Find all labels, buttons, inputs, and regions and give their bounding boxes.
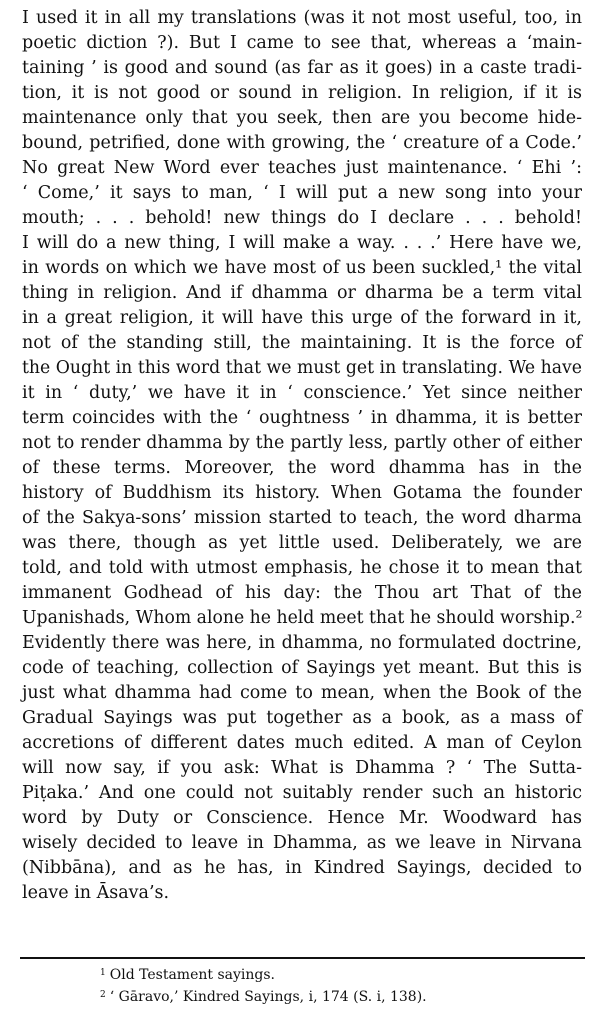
text-line-29: Gradual Sayings was put together as a book, as a mass of [22, 708, 582, 728]
footnote-text: Old Testament sayings. [109, 967, 275, 983]
footnote-2 [100, 984, 540, 1006]
text-line-11: in words on which we have most of us been suckled,¹ the vital [22, 258, 582, 278]
text-line-8: ‘ Come,’ it says to man, ‘ I will put a new song into your [22, 183, 582, 203]
text-line-18: not to render dhamma by the partly less, partly other of either [22, 433, 582, 453]
text-line-23: told, and told with utmost emphasis, he chose it to mean that [22, 558, 582, 578]
text-line-34: wisely decided to leave in Dhamma, as we leave in Nirvana [22, 833, 582, 853]
footnotes [100, 962, 540, 1006]
text-line-19: of these terms. Moreover, the word dhamma has in the [22, 458, 582, 478]
text-line-2: poetic diction ?). But I came to see that, whereas a ‘main- [22, 33, 582, 53]
text-line-22: was there, though as yet little used. Deliberately, we are [22, 533, 582, 553]
footnote-marker: 2 [100, 990, 106, 1000]
text-line-6: bound, petrified, done with growing, the ‘ creature of a Code.’ [22, 133, 582, 153]
text-line-31: will now say, if you ask: What is Dhamma ? ‘ The Sutta- [22, 758, 582, 778]
text-line-12: thing in religion. And if dhamma or dharma be a term vital [22, 283, 582, 303]
text-line-26: Evidently there was here, in dhamma, no formulated doctrine, [22, 633, 582, 653]
text-line-27: code of teaching, collection of Sayings yet meant. But this is [22, 658, 582, 678]
text-line-20: history of Buddhism its history. When Gotama the founder [22, 483, 582, 503]
text-line-30: accretions of different dates much edited. A man of Ceylon [22, 733, 582, 753]
text-line-24: immanent Godhead of his day: the Thou art That of the [22, 583, 582, 603]
text-line-14: not of the standing still, the maintaining. It is the force of [22, 333, 582, 353]
text-line-7: No great New Word ever teaches just maintenance. ‘ Ehi ’: [22, 158, 582, 178]
text-line-13: in a great religion, it will have this urge of the forward in it, [22, 308, 582, 328]
text-line-16: it in ‘ duty,’ we have it in ‘ conscience.’ Yet since neither [22, 383, 582, 403]
footnote-1 [100, 962, 540, 984]
body-text [22, 6, 582, 906]
text-line-3: taining ’ is good and sound (as far as it goes) in a caste tradi- [22, 58, 582, 78]
text-line-25: Upanishads, Whom alone he held meet that he should worship.² [22, 608, 583, 628]
text-line-1: I used it in all my translations (was it not most useful, too, in [22, 8, 582, 28]
text-line-5: maintenance only that you seek, then are you become hide- [22, 108, 582, 128]
footnote-text: ‘ Gāravo,’ Kindred Sayings, i, 174 (S. i, 138). [109, 989, 427, 1005]
text-line-36: leave in Āsava’s. [22, 883, 170, 903]
text-line-9: mouth; . . . behold! new things do I declare . . . behold! [22, 208, 582, 228]
text-line-33: word by Duty or Conscience. Hence Mr. Woodward has [22, 808, 582, 828]
text-line-4: tion, it is not good or sound in religion. In religion, if it is [22, 83, 582, 103]
text-line-15: the Ought in this word that we must get in translating. We have [22, 358, 582, 378]
text-line-35: (Nibbāna), and as he has, in Kindred Sayings, decided to [22, 858, 582, 878]
text-line-17: term coincides with the ‘ oughtness ’ in dhamma, it is better [22, 408, 582, 428]
footnote-divider [20, 957, 585, 959]
text-line-10: I will do a new thing, I will make a way. . . .’ Here have we, [22, 233, 582, 253]
text-line-28: just what dhamma had come to mean, when the Book of the [22, 683, 582, 703]
text-line-32: Piṭaka.’ And one could not suitably render such an historic [22, 783, 582, 803]
text-line-21: of the Sakya-sons’ mission started to teach, the word dharma [22, 508, 582, 528]
footnote-marker: 1 [100, 968, 106, 978]
